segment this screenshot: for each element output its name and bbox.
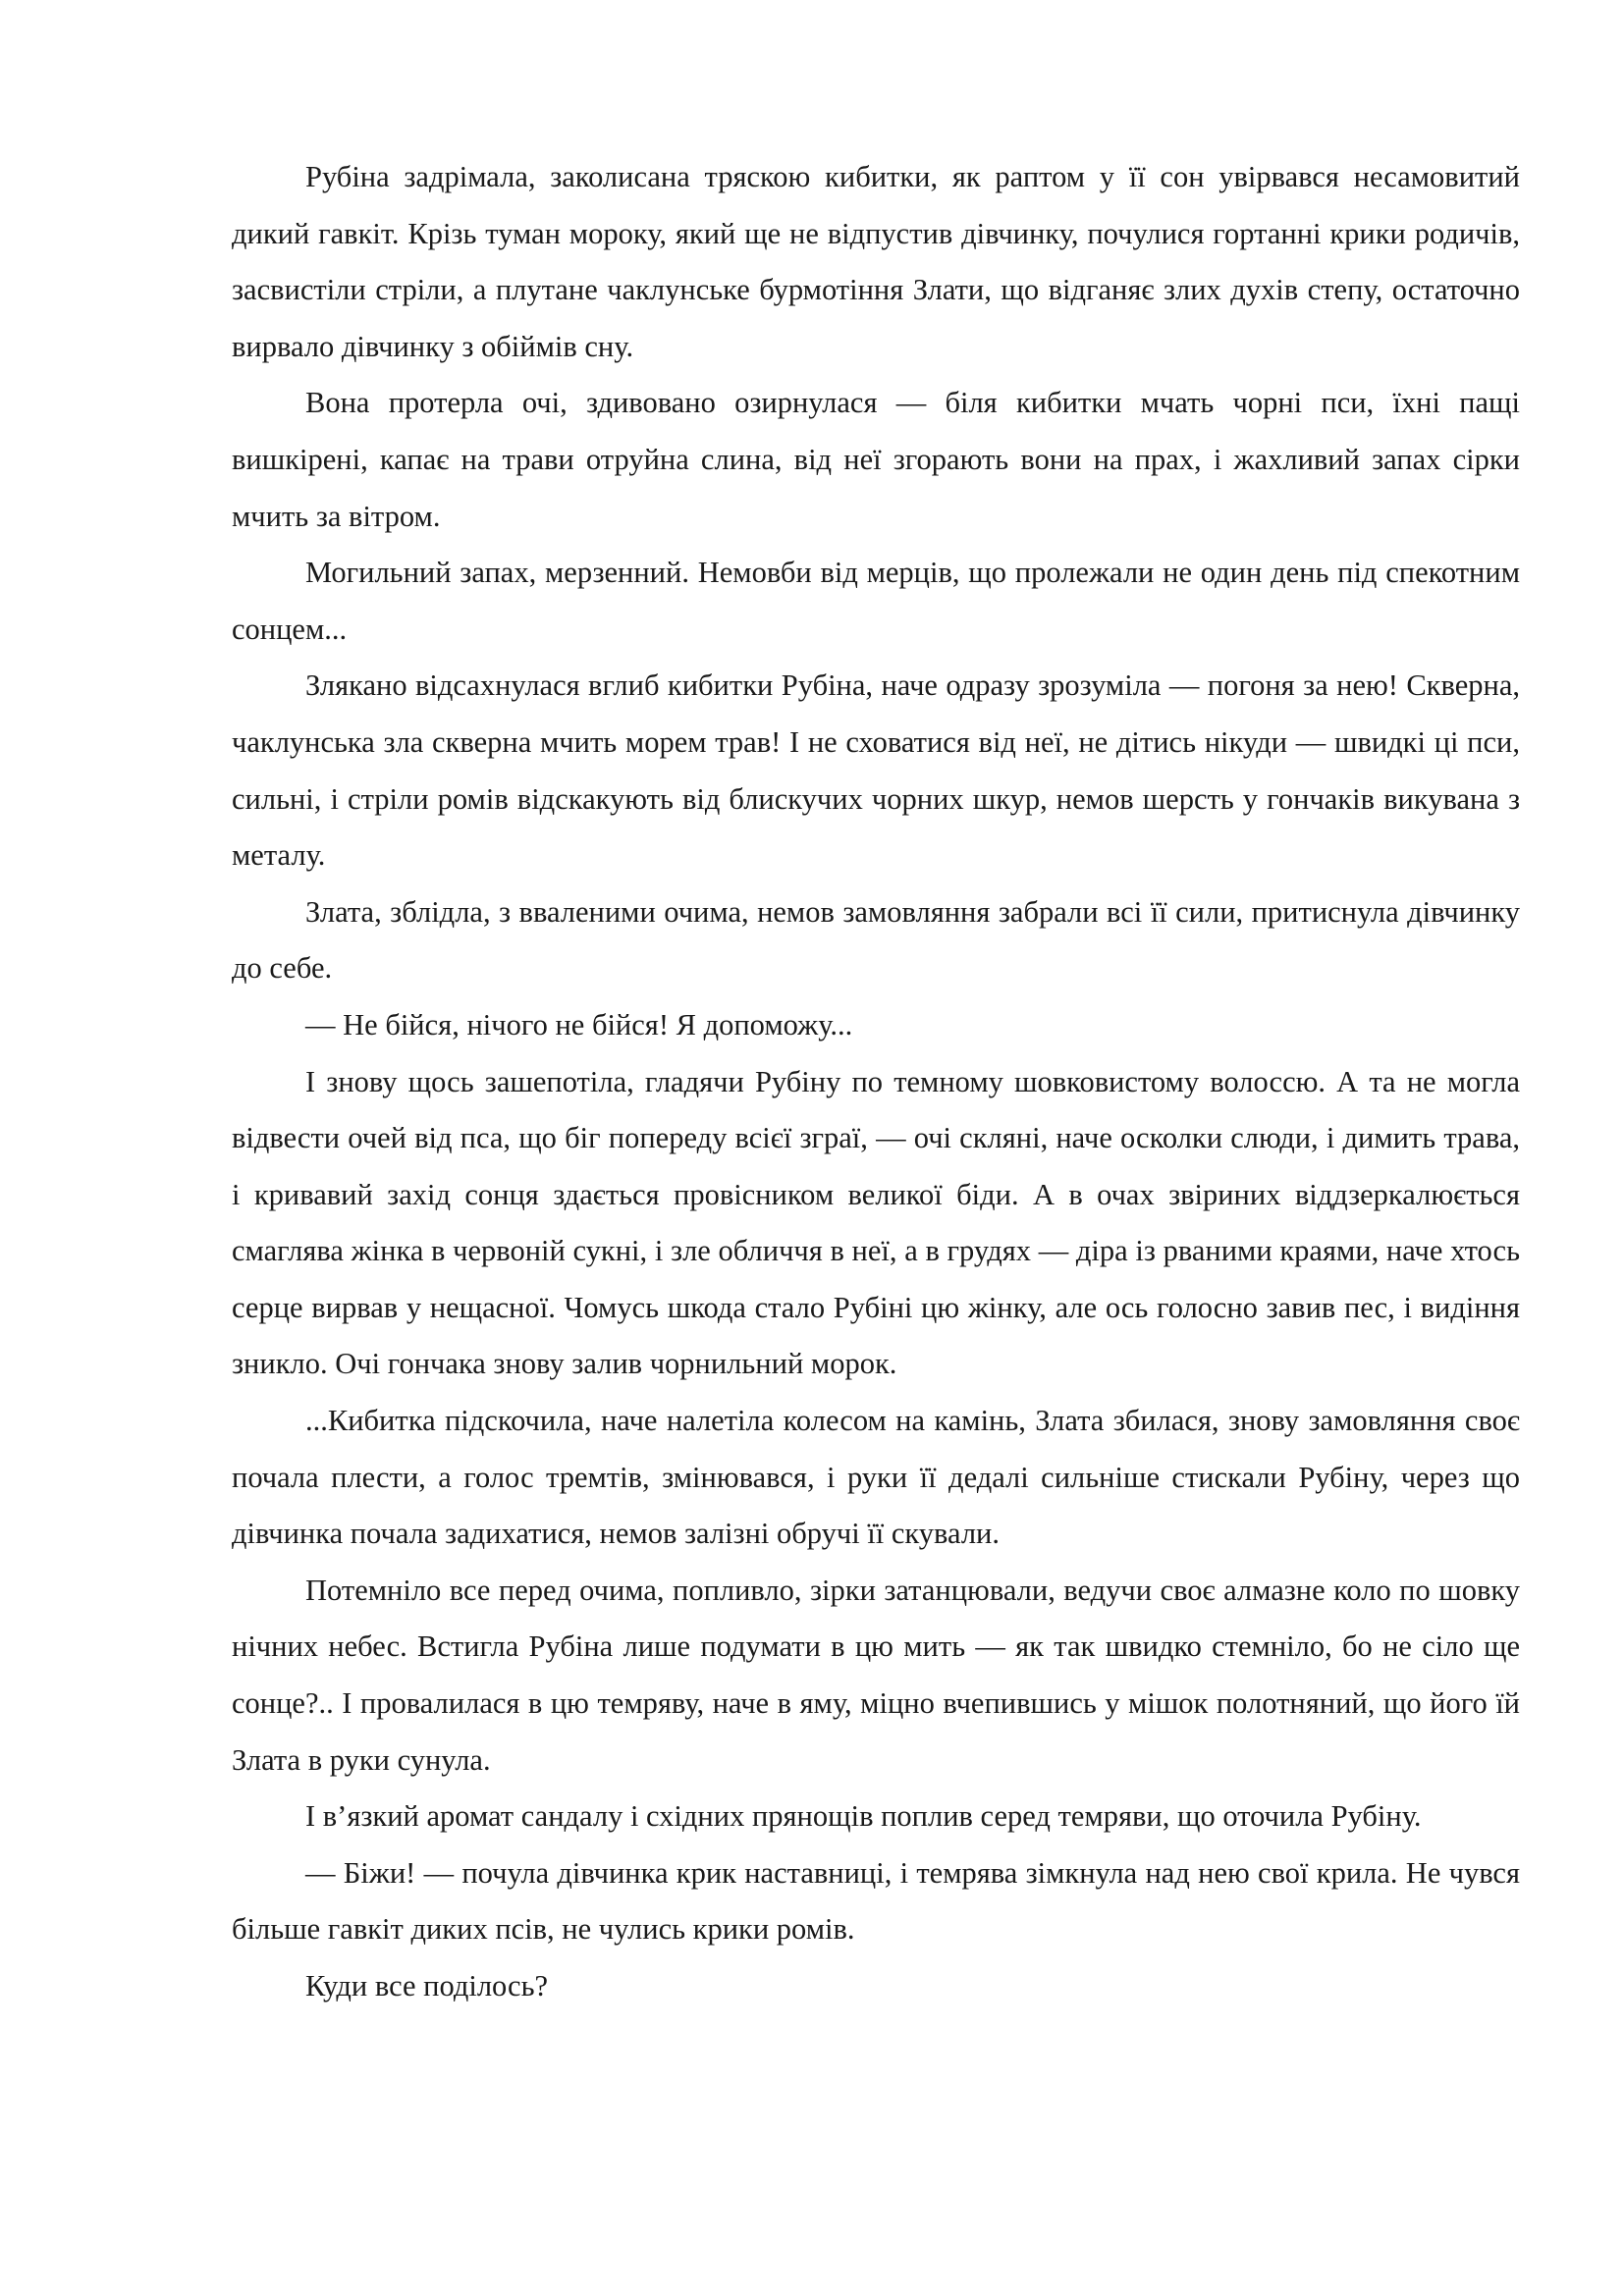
paragraph: Могильний запах, мерзенний. Немовби від мерців, що пролежали не один день під спекотним сонцем... — [232, 556, 1520, 646]
paragraph: Злякано відсахнулася вглиб кибитки Рубіна, наче одразу зрозуміла — погоня за нею! Скверна, чаклунська зла скверна мчить морем трав! І не сховатися від неї, не дітись нікуди — швидкі ці пси, сильні, і стріли ромів відскакують від блискучих чорних шкур, немов шерсть у гончаків викувана з металу. — [232, 668, 1520, 873]
paragraph: І знову щось зашепотіла, гладячи Рубіну по темному шовковистому волоссю. А та не могла відвести очей від пса, що біг попереду всієї зграї, — очі скляні, наче осколки слюди, і димить трава, і кривавий захід сонця здається провісником великої біди. А в очах звіриних віддзеркалюється смаглява жінка в червоній сукні, і зле обличчя в неї, а в грудях — діра із рваними краями, наче хтось серце вирвав у нещасної. Чомусь шкода стало Рубіні цю жінку, але ось голосно завив пес, і видіння зникло. Очі гончака знову залив чорнильний морок. — [232, 1064, 1520, 1381]
paragraph: Куди все поділось? — [305, 1969, 549, 2002]
paragraph: — Біжи! — почула дівчинка крик наставниці, і темрява зімкнула над нею свої крила. Не чувся більше гавкіт диких псів, не чулись крики ромів. — [232, 1855, 1520, 1947]
document-page — [232, 149, 1520, 2015]
paragraph: І в’язкий аромат сандалу і східних прянощів поплив серед темряви, що оточила Рубіну. — [305, 1799, 1422, 1834]
paragraph: ...Кибитка підскочила, наче налетіла колесом на камінь, Злата збилася, знову замовляння своє почала плести, а голос тремтів, змінювався, і руки її дедалі сильніше стискали Рубіну, через що дівчинка почала задихатися, немов залізні обручі її скували. — [232, 1404, 1520, 1551]
paragraph: Злата, зблідла, з вваленими очима, немов замовляння забрали всі її сили, притиснула дівчинку до себе. — [232, 894, 1520, 986]
paragraph: — Не бійся, нічого не бійся! Я допоможу... — [305, 1007, 853, 1041]
paragraph: Потемніло все перед очима, попливло, зірки затанцювали, ведучи своє алмазне коло по шовку нічних небес. Встигла Рубіна лише подумати в цю мить — як так швидко стемніло, бо не сіло ще сонце?.. І провалилася в цю темряву, наче в яму, міцно вчепившись у мішок полотняний, що його їй Злата в руки сунула. — [232, 1573, 1520, 1777]
paragraph: Вона протерла очі, здивовано озирнулася — біля кибитки мчать чорні пси, їхні пащі вишкірені, капає на трави отруйна слина, від неї згорають вони на прах, і жахливий запах сірки мчить за вітром. — [232, 386, 1520, 533]
paragraph: Рубіна задрімала, заколисана тряскою кибитки, як раптом у її сон увірвався несамовитий дикий гавкіт. Крізь туман мороку, який ще не відпустив дівчинку, почулися гортанні крики родичів, засвистіли стріли, а плутане чаклунське бурмотіння Злати, що відганяє злих духів степу, остаточно вирвало дівчинку з обіймів сну. — [232, 160, 1520, 363]
